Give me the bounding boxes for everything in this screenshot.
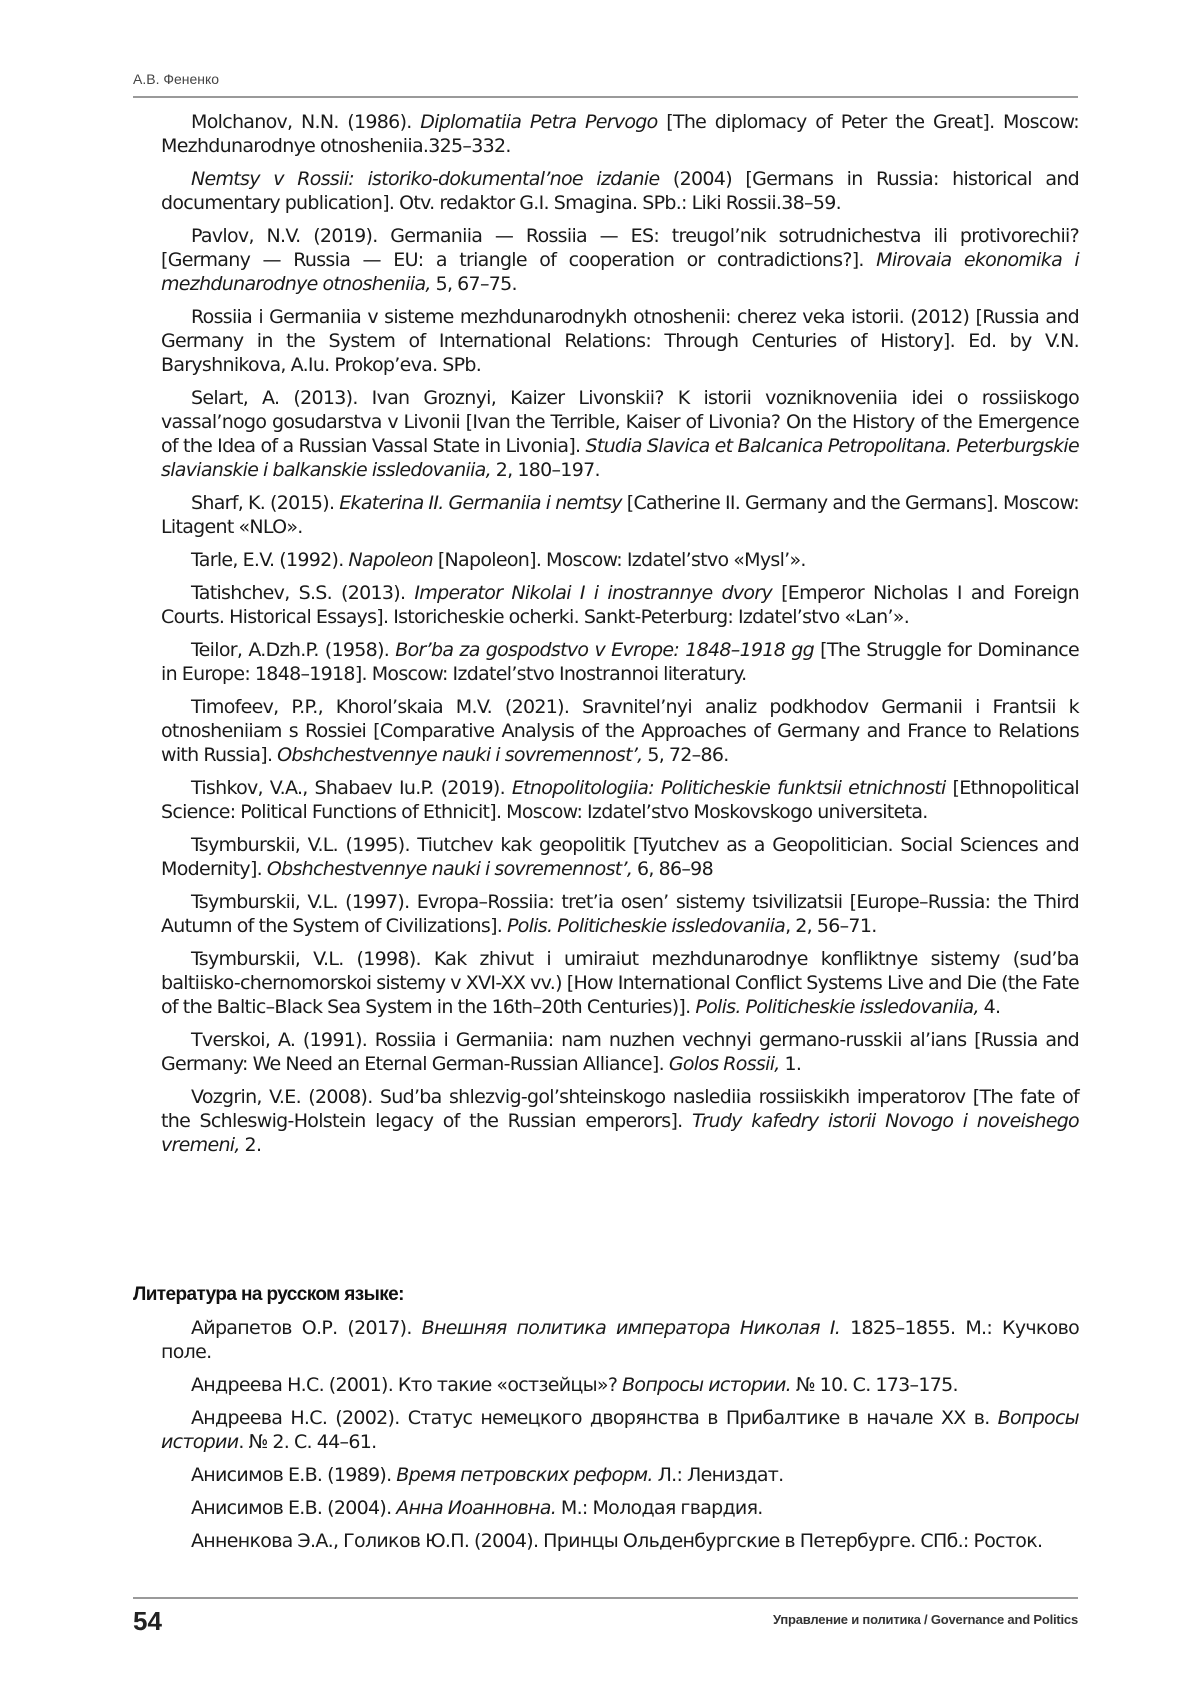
reference-title: Анна Иоанновна. [396,1497,557,1519]
reference-text: Timofeev, P.P., Khorol’skaia M.V. (2021). Sravnitel’nyi analiz podkhodov Germanii i Frantsii k otnosheniiam s Rossiei [Comparative Analysis of the Approaches of Germany and France to Relations with Russia]. [161,696,1079,766]
reference-title: Mirovaia ekonomika i mezhdunarodnye otnosheniia, [161,249,1079,295]
reference-entry [161,638,1079,686]
reference-title: Вопросы истории. [622,1374,791,1396]
references-english [161,110,1079,1166]
reference-text: [The diplomacy of Peter the Great]. Moscow: Mezhdunarodnye otnosheniia.325–332. [161,111,1079,157]
reference-title: Studia Slavica et Balcanica Petropolitana. Peterburgskie slavianskie i balkanskie issledovaniia, [161,435,1079,481]
reference-text: Vozgrin, V.E. (2008). Sud’ba shlezvig-gol’shteinskogo naslediia rossiiskikh imperatorov [The fate of the Schleswig-Holstein legacy of the Russian emperors]. [161,1086,1079,1132]
page-number: 54 [133,1606,162,1636]
section-heading-russian-literature: Литература на русском языке: [133,1284,404,1305]
reference-text: 1825–1855. М.: Кучково поле. [161,1317,1080,1363]
reference-text: Анненкова Э.А., Голиков Ю.П. (2004). Принцы Ольденбургские в Петербурге. СПб.: Росток. [191,1530,1043,1552]
reference-text: Л.: Лениздат. [652,1464,784,1486]
reference-entry [161,1496,1079,1520]
header-rule [133,96,1078,98]
reference-title: Bor’ba za gospodstvo v Evrope: 1848–1918 gg [395,639,814,661]
reference-entry [161,776,1079,824]
reference-text: Tishkov, V.A., Shabaev Iu.P. (2019). [191,777,512,799]
reference-entry [161,548,1079,572]
reference-entry [161,1028,1079,1076]
reference-text: [The Struggle for Dominance in Europe: 1848–1918]. Moscow: Izdatel’stvo Inostrannoi literatury. [161,639,1079,685]
reference-text: Айрапетов О.Р. (2017). [191,1317,422,1339]
reference-title: Golos Rossii, [668,1053,780,1075]
reference-entry [161,491,1079,539]
reference-text: [Ethnopolitical Science: Political Functions of Ethnicit]. Moscow: Izdatel’stvo Moskovskogo universiteta. [161,777,1079,823]
reference-title: Polis. Politicheskie issledovaniia, [695,996,979,1018]
reference-text: (2004) [Germans in Russia: historical and documentary publication]. Otv. redaktor G.I. Smagina. SPb.: Liki Rossii.38–59. [161,168,1079,214]
reference-entry [161,1085,1079,1157]
reference-entry [161,581,1079,629]
reference-title: Nemtsy v Rossii: istoriko-dokumental’noe izdanie [191,168,660,190]
reference-text: . № 2. С. 44–61. [238,1431,377,1453]
reference-text: Анисимов Е.В. (2004). [191,1497,397,1519]
reference-entry [161,1316,1079,1364]
reference-text: Tarle, E.V. (1992). [191,549,349,571]
reference-text: , 2, 56–71. [785,915,877,937]
reference-title: Obshchestvennye nauki i sovremennost’, [277,744,643,766]
reference-text: Teilor, A.Dzh.P. (1958). [191,639,396,661]
reference-text: Tatishchev, S.S. (2013). [191,582,415,604]
reference-title: Napoleon [348,549,433,571]
reference-title: Trudy kafedry istorii Novogo i noveishego vremeni, [161,1110,1079,1156]
reference-title: Время петровских реформ. [396,1464,653,1486]
reference-entry [161,890,1079,938]
reference-entry [161,224,1079,296]
reference-text: 2. [239,1134,262,1156]
reference-text: М.: Молодая гвардия. [556,1497,763,1519]
running-head: А.В. Фененко [133,71,220,87]
reference-text: Tsymburskii, V.L. (1997). Evropa–Rossiia: tret’ia osen’ sistemy tsivilizatsii [Europe–Russia: the Third Autumn of the System of Civilizations]. [161,891,1079,937]
reference-title: Obshchestvennye nauki i sovremennost’, [266,858,633,880]
reference-text: Анисимов Е.В. (1989). [191,1464,397,1486]
reference-text: Rossiia i Germaniia v sisteme mezhdunarodnykh otnoshenii: cherez veka istorii. (2012) [Russia and Germany in the System of International Relations: Through Centuries of History]. Ed. by V.N. Baryshnikova, A.Iu. Prokop’eva. SPb. [161,306,1079,376]
reference-title: Imperator Nikolai I i inostrannye dvory [414,582,773,604]
reference-text: 5, 67–75. [430,273,517,295]
reference-text: Molchanov, N.N. (1986). [191,111,421,133]
reference-text: Андреева Н.С. (2001). Кто такие «остзейцы»? [191,1374,623,1396]
reference-title: Внешняя политика императора Николая I. [421,1317,841,1339]
reference-text: [Emperor Nicholas I and Foreign Courts. Historical Essays]. Istoricheskie ocherki. Sankt-Peterburg: Izdatel’stvo «Lan’». [161,582,1079,628]
reference-text: [Napoleon]. Moscow: Izdatel’stvo «Mysl’». [432,549,806,571]
reference-text: Андреева Н.С. (2002). Статус немецкого дворянства в Прибалтике в начале XX в. [191,1407,998,1429]
reference-entry [161,305,1079,377]
reference-entry [161,1373,1079,1397]
references-russian [161,1316,1079,1562]
reference-title: Polis. Politicheskie issledovaniia [506,915,786,937]
journal-name: Управление и политика / Governance and Politics [772,1612,1078,1627]
reference-text: 5, 72–86. [642,744,729,766]
reference-text: Tverskoi, A. (1991). Rossiia i Germaniia: nam nuzhen vechnyi germano-russkii al’ians [Russia and Germany: We Need an Eternal German-Russian Alliance]. [161,1029,1079,1075]
reference-text: 2, 180–197. [490,459,600,481]
reference-entry [161,110,1079,158]
reference-text: 4. [978,996,1001,1018]
reference-entry [161,695,1079,767]
reference-text: Sharf, K. (2015). [191,492,340,514]
reference-title: Etnopolitologiia: Politicheskie funktsii etnichnosti [511,777,946,799]
reference-entry [161,1463,1079,1487]
footer-rule [133,1597,1078,1599]
reference-text: 1. [779,1053,802,1075]
reference-text: Selart, A. (2013). Ivan Groznyi, Kaizer Livonskii? K istorii vozniknoveniia idei o rossiiskogo vassal’nogo gosudarstva v Livonii [Ivan the Terrible, Kaiser of Livonia? On the History of the Emergence of the Idea of a Russian Vassal State in Livonia]. [161,387,1079,457]
reference-title: Ekaterina II. Germaniia i nemtsy [339,492,622,514]
reference-text: [Catherine II. Germany and the Germans]. Moscow: Litagent «NLO». [161,492,1079,538]
reference-text: Tsymburskii, V.L. (1998). Kak zhivut i umiraiut mezhdunarodnye konfliktnye sistemy (sud’ba baltiisko-chernomorskoi sistemy v XVI-XX vv.) [How International Conflict Systems Live and Die (the Fate of the Baltic–Black Sea System in the 16th–20th Centuries)]. [161,948,1079,1018]
reference-entry [161,386,1079,482]
reference-entry [161,167,1079,215]
reference-text: № 10. С. 173–175. [790,1374,958,1396]
reference-text: Pavlov, N.V. (2019). Germaniia — Rossiia — ES: treugol’nik sotrudnichestva ili protivorechii? [Germany — Russia — EU: a triangle of cooperation or contradictions?]. [161,225,1079,271]
reference-text: 6, 86–98 [632,858,713,880]
reference-title: Вопросы истории [161,1407,1079,1453]
reference-entry [161,833,1079,881]
reference-title: Diplomatiia Petra Pervogo [420,111,658,133]
reference-entry [161,947,1079,1019]
reference-entry [161,1406,1079,1454]
reference-text: Tsymburskii, V.L. (1995). Tiutchev kak geopolitik [Tyutchev as a Geopolitician. Social Sciences and Modernity]. [161,834,1079,880]
reference-entry [161,1529,1079,1553]
